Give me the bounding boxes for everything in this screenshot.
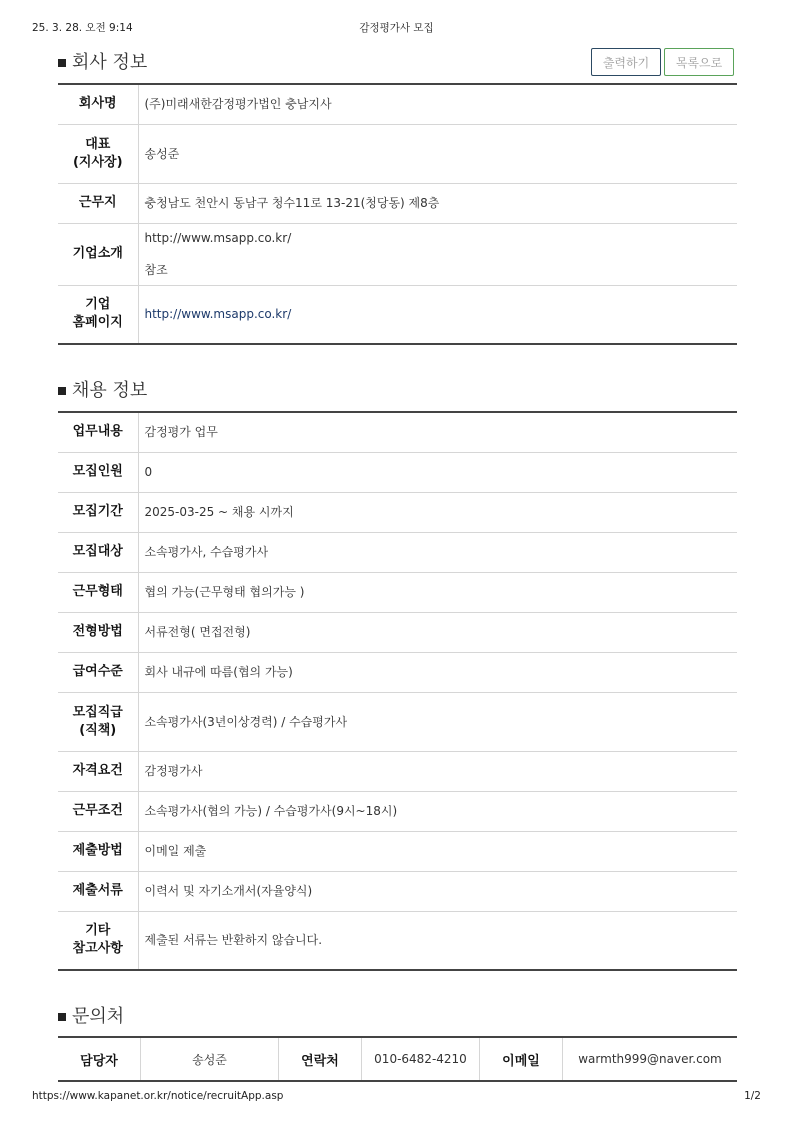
row-label-line: 기업 (85, 297, 111, 313)
print-date: 25. 3. 28. 오전 9:14 (32, 22, 133, 34)
homepage-value (138, 285, 737, 344)
row-value: 0 (138, 452, 737, 492)
row-value: 소속평가사(협의 가능) / 수습평가사(9시~18시) (138, 791, 737, 831)
table-row (58, 532, 737, 572)
row-label-line: 홈페이지 (72, 315, 123, 331)
table-row (58, 124, 737, 183)
row-label: 제출서류 (58, 871, 138, 911)
contact-section-title (58, 1002, 124, 1028)
row-label-line: 기타 (85, 923, 111, 939)
square-bullet-icon (58, 59, 66, 67)
company-section-title (58, 48, 147, 74)
work-location-value: 충청남도 천안시 동남구 청수11로 13-21(청당동) 제8층 (138, 183, 737, 223)
row-label (58, 124, 138, 183)
row-value: 이력서 및 자기소개서(자율양식) (138, 871, 737, 911)
table-row (58, 492, 737, 532)
row-label: 기업소개 (58, 223, 138, 285)
table-row (58, 751, 737, 791)
row-label-line: 참고사항 (72, 941, 123, 957)
table-row (58, 452, 737, 492)
manager-label: 담당자 (58, 1037, 141, 1081)
representative-value: 송성준 (138, 124, 737, 183)
homepage-link[interactable]: http://www.msapp.co.kr/ (144, 307, 292, 322)
print-footer (32, 1090, 761, 1106)
row-label: 근무조건 (58, 791, 138, 831)
table-row (58, 412, 737, 452)
table-row (58, 911, 737, 970)
table-row (58, 871, 737, 911)
row-label: 모집대상 (58, 532, 138, 572)
company-info-table (58, 83, 737, 345)
row-value: 이메일 제출 (138, 831, 737, 871)
row-value: 회사 내규에 따름(협의 가능) (138, 652, 737, 692)
table-row (58, 84, 737, 124)
table-row (58, 285, 737, 344)
company-intro-value (138, 223, 737, 285)
list-button[interactable]: 목록으로 (664, 48, 734, 76)
company-intro-line: 참조 (144, 263, 168, 277)
company-section-title-text: 회사 정보 (72, 52, 148, 73)
row-value: 감정평가사 (138, 751, 737, 791)
table-row (58, 1037, 737, 1081)
row-label (58, 285, 138, 344)
row-label: 자격요건 (58, 751, 138, 791)
row-label (58, 692, 138, 751)
email-label: 이메일 (480, 1037, 563, 1081)
phone-value: 010-6482-4210 (362, 1037, 480, 1081)
row-label: 모집기간 (58, 492, 138, 532)
row-label: 업무내용 (58, 412, 138, 452)
row-label: 모집인원 (58, 452, 138, 492)
row-label: 제출방법 (58, 831, 138, 871)
row-label: 근무지 (58, 183, 138, 223)
recruit-info-table (58, 411, 737, 971)
row-value: 소속평가사, 수습평가사 (138, 532, 737, 572)
row-value: 2025-03-25 ~ 채용 시까지 (138, 492, 737, 532)
table-row (58, 831, 737, 871)
row-label: 전형방법 (58, 612, 138, 652)
recruit-section-title-text: 채용 정보 (72, 380, 148, 401)
table-row (58, 183, 737, 223)
print-header (32, 20, 761, 36)
table-row (58, 612, 737, 652)
company-intro-line: http://www.msapp.co.kr/ (144, 231, 292, 245)
contact-section-title-text: 문의처 (72, 1006, 125, 1027)
row-value: 감정평가 업무 (138, 412, 737, 452)
row-label: 회사명 (58, 84, 138, 124)
company-name-value: (주)미래새한감정평가법인 충남지사 (138, 84, 737, 124)
table-row (58, 652, 737, 692)
print-url: https://www.kapanet.or.kr/notice/recruitApp.asp (32, 1090, 284, 1102)
email-value: warmth999@naver.com (578, 1052, 722, 1066)
print-document-title: 감정평가사 모집 (359, 22, 434, 34)
row-label: 급여수준 (58, 652, 138, 692)
manager-value: 송성준 (141, 1037, 279, 1081)
recruit-section-title (58, 376, 147, 402)
row-label-line: (지사장) (72, 154, 123, 170)
row-label-line: 모집직급 (72, 704, 123, 720)
row-label-line: (직책) (79, 722, 117, 738)
row-value: 소속평가사(3년이상경력) / 수습평가사 (138, 692, 737, 751)
page-number: 1/2 (744, 1090, 761, 1102)
table-row (58, 223, 737, 285)
row-value: 제출된 서류는 반환하지 않습니다. (138, 911, 737, 970)
square-bullet-icon (58, 1013, 66, 1021)
phone-label: 연락처 (279, 1037, 362, 1081)
row-label: 근무형태 (58, 572, 138, 612)
square-bullet-icon (58, 387, 66, 395)
table-row (58, 791, 737, 831)
table-row (58, 692, 737, 751)
row-value: 협의 가능(근무형태 협의가능 ) (138, 572, 737, 612)
row-value: 서류전형( 면접전형) (138, 612, 737, 652)
contact-table (58, 1036, 737, 1082)
row-label (58, 911, 138, 970)
row-label-line: 대표 (85, 136, 111, 152)
print-button[interactable]: 출력하기 (591, 48, 661, 76)
table-row (58, 572, 737, 612)
